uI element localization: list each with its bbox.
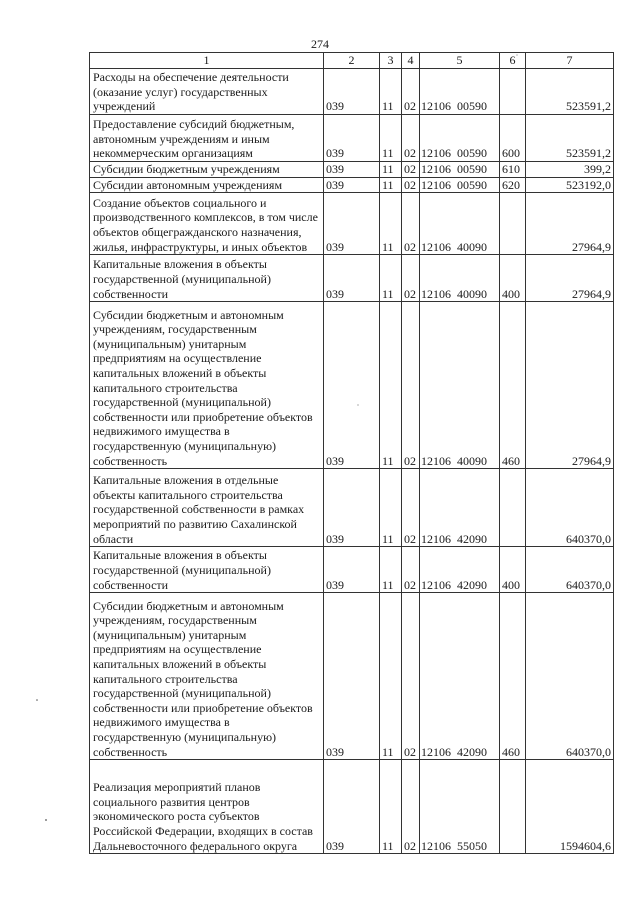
row-name: Субсидии бюджетным и автономным учреждениям, государственным (муниципальным) унитарным предприятиям на осуществление капитальных вложений в объекты капитального строительства государственной (муниципальной) собственности или приобретение объектов недвижимого имущества в государственную (муниципальную) собственность (90, 593, 324, 760)
header-row (90, 53, 614, 69)
budget-table (89, 52, 614, 854)
subsection-code: 02 (402, 302, 420, 469)
section-code: 11 (380, 255, 402, 302)
target-article-prefix: 12106 (421, 744, 451, 759)
target-article-code (420, 255, 500, 302)
column-header: 2 (324, 53, 380, 69)
amount: 399,2 (526, 162, 614, 178)
row-name: Субсидии бюджетным учреждениям (90, 162, 324, 178)
ministry-code: 039 (324, 115, 380, 162)
target-article-suffix: 00590 (457, 177, 487, 192)
row-name: Расходы на обеспечение деятельности (оказание услуг) государственных учреждений (90, 69, 324, 115)
table-row (90, 255, 614, 302)
target-article-prefix: 12106 (421, 146, 451, 161)
expense-type-code: 400 (500, 255, 526, 302)
table-row (90, 193, 614, 255)
target-article-code (420, 469, 500, 547)
column-header: 3 (380, 53, 402, 69)
subsection-code: 02 (402, 115, 420, 162)
section-code: 11 (380, 193, 402, 255)
table-row (90, 69, 614, 115)
target-article-code (420, 162, 500, 178)
ministry-code: 039 (324, 255, 380, 302)
target-article-prefix: 12106 (421, 577, 451, 592)
row-name: Капитальные вложения в отдельные объекты капитального строительства государственной собственности в рамках мероприятий по развитию Сахалинской области (90, 469, 324, 547)
section-code: 11 (380, 469, 402, 547)
subsection-code: 02 (402, 760, 420, 854)
section-code: 11 (380, 547, 402, 593)
target-article-code (420, 302, 500, 469)
target-article-suffix: 42090 (457, 531, 487, 546)
target-article-suffix: 42090 (457, 744, 487, 759)
target-article-suffix: 42090 (457, 577, 487, 592)
section-code: 11 (380, 593, 402, 760)
target-article-code (420, 593, 500, 760)
row-name: Создание объектов социального и производственного комплексов, в том числе объектов общегражданского назначения, жилья, инфраструктуры, и иных объектов (90, 193, 324, 255)
ministry-code: 039 (324, 162, 380, 178)
subsection-code: 02 (402, 69, 420, 115)
table-row (90, 593, 614, 760)
ministry-code: 039 (324, 193, 380, 255)
ministry-code: 039 (324, 593, 380, 760)
target-article-prefix: 12106 (421, 99, 451, 114)
target-article-code (420, 760, 500, 854)
target-article-suffix: 00590 (457, 162, 487, 176)
target-article-suffix: 00590 (457, 99, 487, 114)
column-header: 7 (526, 53, 614, 69)
amount: 27964,9 (526, 255, 614, 302)
table-row (90, 469, 614, 547)
expense-type-code (500, 760, 526, 854)
expense-type-code: 400 (500, 547, 526, 593)
amount: 523591,2 (526, 69, 614, 115)
expense-type-code: 610 (500, 162, 526, 178)
table-row (90, 177, 614, 193)
target-article-suffix: 40090 (457, 239, 487, 254)
row-name: Субсидии автономным учреждениям (90, 177, 324, 193)
row-name: Реализация мероприятий планов социального развития центров экономического роста субъектов Российской Федерации, входящих в состав Дальневосточного федерального округа (90, 760, 324, 854)
expense-type-code: 460 (500, 302, 526, 469)
subsection-code: 02 (402, 162, 420, 178)
target-article-code (420, 177, 500, 193)
target-article-prefix: 12106 (421, 531, 451, 546)
subsection-code: 02 (402, 547, 420, 593)
row-name: Предоставление субсидий бюджетным, автономным учреждениям и иным некоммерческим организациям (90, 115, 324, 162)
target-article-suffix: 40090 (457, 453, 487, 468)
subsection-code: 02 (402, 255, 420, 302)
table-row (90, 547, 614, 593)
expense-type-code (500, 193, 526, 255)
section-code: 11 (380, 760, 402, 854)
target-article-prefix: 12106 (421, 838, 451, 853)
target-article-prefix: 12106 (421, 286, 451, 301)
expense-type-code: 600 (500, 115, 526, 162)
target-article-prefix: 12106 (421, 177, 451, 192)
target-article-prefix: 12106 (421, 162, 451, 176)
subsection-code: 02 (402, 177, 420, 193)
ministry-code: 039 (324, 760, 380, 854)
amount: 640370,0 (526, 593, 614, 760)
subsection-code: 02 (402, 193, 420, 255)
section-code: 11 (380, 115, 402, 162)
target-article-code (420, 69, 500, 115)
target-article-suffix: 55050 (457, 838, 487, 853)
table-row (90, 760, 614, 854)
subsection-code: 02 (402, 593, 420, 760)
amount: 640370,0 (526, 469, 614, 547)
column-header: 5 (420, 53, 500, 69)
expense-type-code: 620 (500, 177, 526, 193)
row-name: Капитальные вложения в объекты государственной (муниципальной) собственности (90, 547, 324, 593)
amount: 523192,0 (526, 177, 614, 193)
target-article-code (420, 547, 500, 593)
amount: 523591,2 (526, 115, 614, 162)
table-row (90, 162, 614, 178)
amount: 640370,0 (526, 547, 614, 593)
target-article-code (420, 115, 500, 162)
table-row (90, 115, 614, 162)
expense-type-code (500, 469, 526, 547)
section-code: 11 (380, 302, 402, 469)
section-code: 11 (380, 177, 402, 193)
row-name: Капитальные вложения в объекты государственной (муниципальной) собственности (90, 255, 324, 302)
target-article-suffix: 00590 (457, 146, 487, 161)
ministry-code: 039 (324, 69, 380, 115)
page-number: 274 (311, 37, 329, 51)
column-header: 1 (90, 53, 324, 69)
table-row (90, 302, 614, 469)
ministry-code: 039 (324, 302, 380, 469)
amount: 27964,9 (526, 193, 614, 255)
target-article-prefix: 12106 (421, 453, 451, 468)
ministry-code: 039 (324, 547, 380, 593)
ministry-code: 039 (324, 177, 380, 193)
section-code: 11 (380, 162, 402, 178)
amount: 27964,9 (526, 302, 614, 469)
section-code: 11 (380, 69, 402, 115)
target-article-code (420, 193, 500, 255)
target-article-suffix: 40090 (457, 286, 487, 301)
column-header: 4 (402, 53, 420, 69)
column-header: 6 (500, 53, 526, 69)
expense-type-code (500, 69, 526, 115)
subsection-code: 02 (402, 469, 420, 547)
target-article-prefix: 12106 (421, 239, 451, 254)
amount: 1594604,6 (526, 760, 614, 854)
ministry-code: 039 (324, 469, 380, 547)
expense-type-code: 460 (500, 593, 526, 760)
row-name: Субсидии бюджетным и автономным учреждениям, государственным (муниципальным) унитарным предприятиям на осуществление капитальных вложений в объекты капитального строительства государственной (муниципальной) собственности или приобретение объектов недвижимого имущества в государственную (муниципальную) собственность (90, 302, 324, 469)
